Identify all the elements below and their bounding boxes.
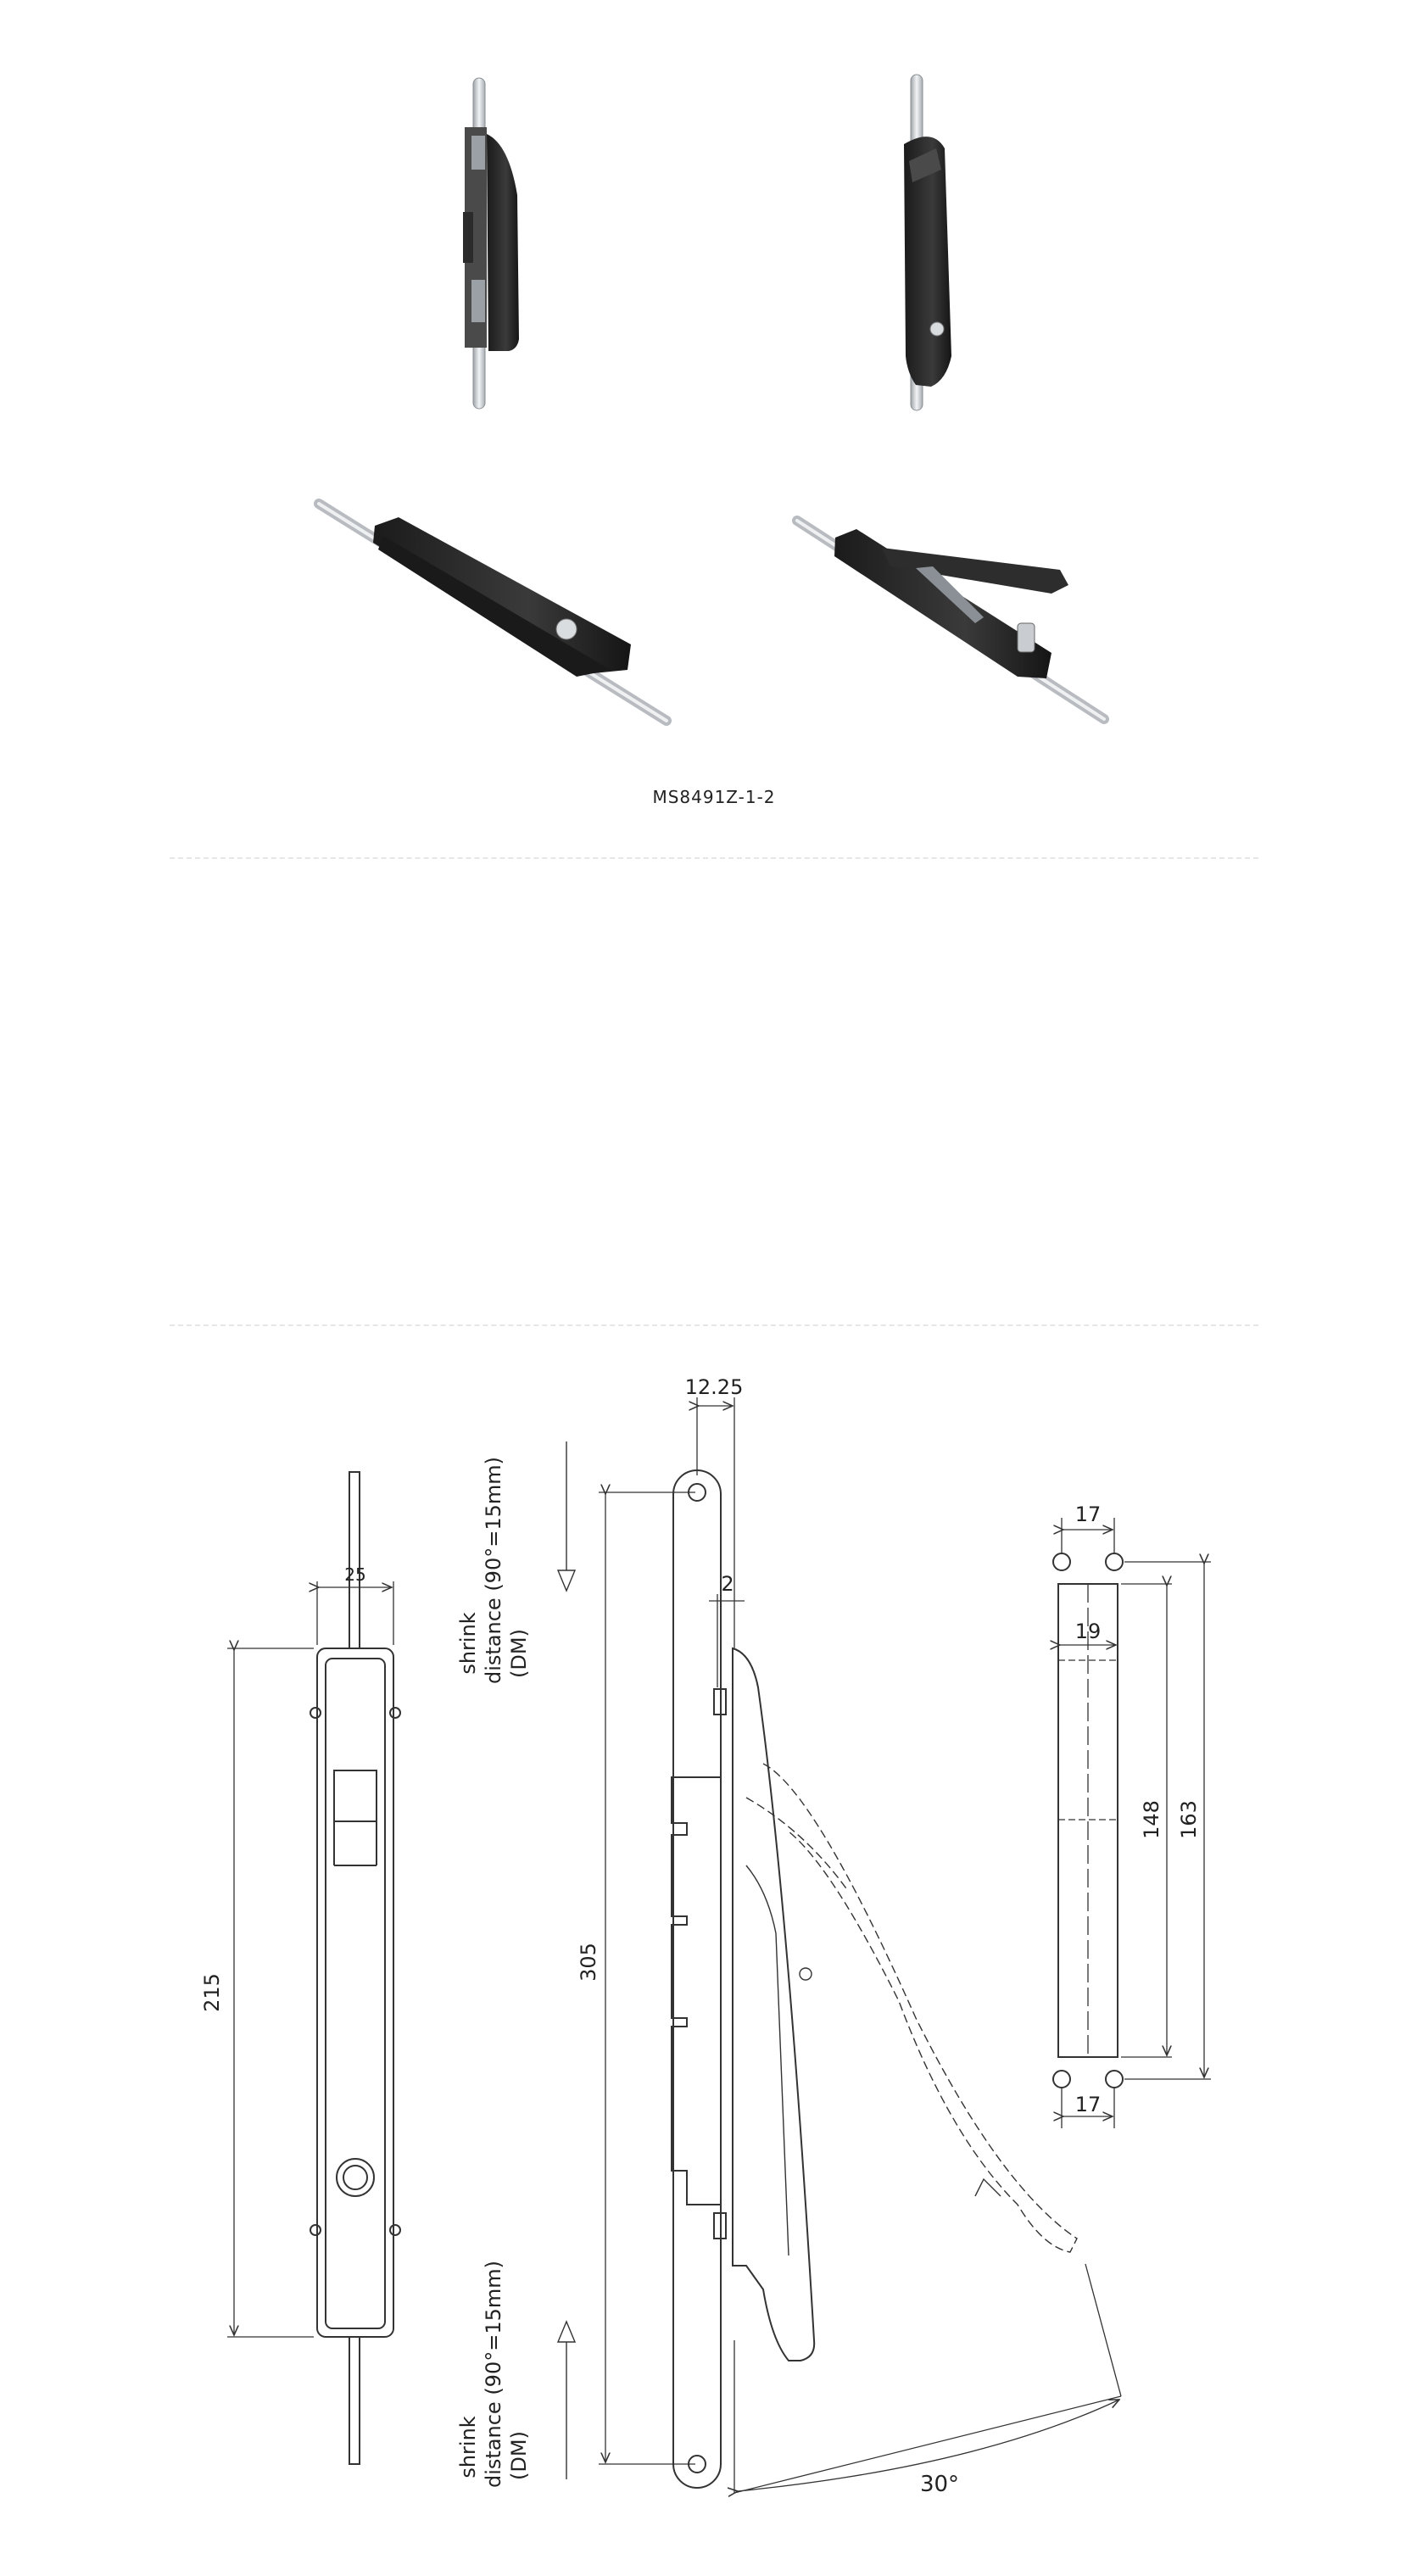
dim-side-length: 305 (577, 1943, 600, 1982)
dim-cutout-bottom-spacing: 17 (1074, 2093, 1102, 2116)
dim-cutout-inner-height: 148 (1140, 1800, 1163, 1839)
product-view-front (904, 75, 951, 410)
section-divider-top (170, 857, 1258, 859)
side-view (599, 1397, 1121, 2493)
model-caption: MS8491Z-1-2 (652, 787, 776, 807)
dim-side-offset: 12.25 (684, 1375, 744, 1399)
product-view-front-diagonal (319, 504, 667, 721)
shrink-arrow-bottom (558, 2322, 575, 2479)
dim-front-height: 215 (200, 1973, 224, 2012)
section-divider-bottom (170, 1324, 1258, 1326)
technical-drawing (0, 1348, 1428, 2569)
shrink-arrow-top (558, 1441, 575, 1591)
dim-cutout-top-spacing: 17 (1074, 1503, 1102, 1526)
shrink-label-top-line2: distance (90°=15mm) (482, 1457, 505, 1684)
dim-angle: 30° (919, 2472, 960, 2497)
dim-side-gap: 2 (721, 1572, 734, 1596)
dim-front-width: 25 (344, 1564, 366, 1585)
shrink-label-bottom-line1: shrink (456, 2416, 480, 2478)
shrink-label-top-line3: (DM) (507, 1629, 531, 1678)
product-view-back (463, 78, 519, 409)
product-views (0, 0, 1428, 763)
shrink-label-bottom-line2: distance (90°=15mm) (482, 2261, 505, 2488)
dim-cutout-width: 19 (1074, 1620, 1102, 1643)
shrink-label-top-line1: shrink (456, 1612, 480, 1675)
dim-cutout-outer-height: 163 (1177, 1800, 1201, 1839)
front-view (227, 1472, 400, 2464)
product-view-opened (797, 521, 1104, 719)
shrink-label-bottom-line3: (DM) (507, 2431, 531, 2480)
